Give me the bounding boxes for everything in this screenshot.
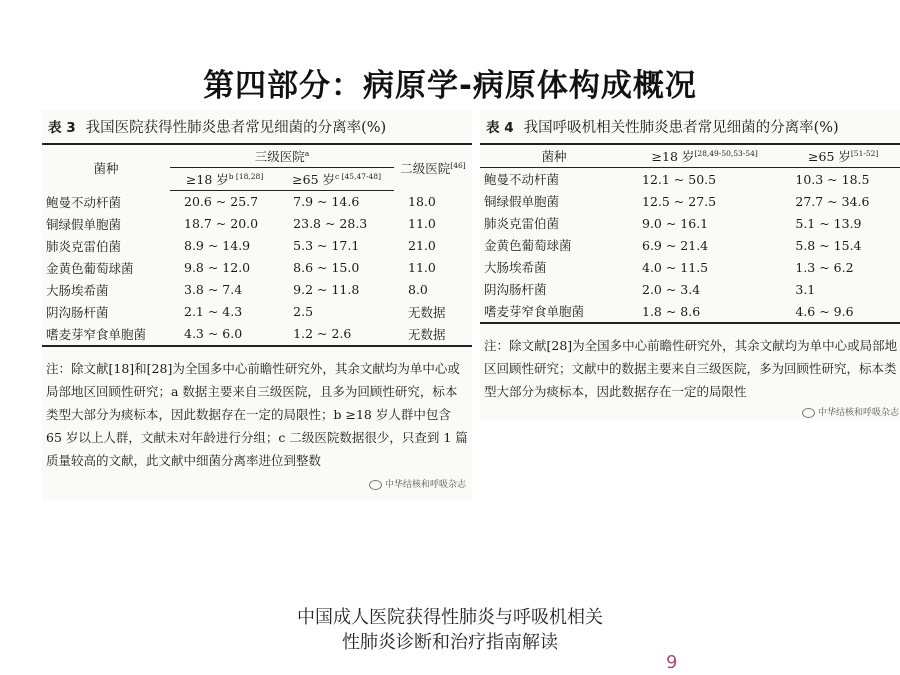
table4 (480, 143, 900, 324)
value-cell: 无数据 (408, 304, 446, 320)
table-row (42, 279, 472, 301)
value-cell: 18.0 (408, 194, 436, 209)
species-cell: 嗜麦芽窄食单胞菌 (42, 323, 170, 346)
table-row (480, 168, 900, 191)
table4-watermark (802, 405, 899, 418)
footer-text: 中国成人医院获得性肺炎与呼吸机相关性肺炎诊断和治疗指南解读 (297, 607, 603, 653)
table3-watermark-text: 中华结核和呼吸杂志 (384, 480, 466, 490)
value-cell: 27.7 ~ 34.6 (795, 193, 870, 209)
table3-header-species: 菌种 (42, 144, 170, 191)
table3-header-secondary (394, 144, 472, 191)
value-cell: 7.9 ~ 14.6 (293, 194, 360, 210)
value-cell: 1.8 ~ 8.6 (628, 300, 781, 323)
value-cell: 8.0 (408, 282, 428, 297)
table3-caption-label: 表 3 (48, 120, 76, 136)
table-row (42, 191, 472, 213)
table4-caption (486, 116, 900, 137)
value-cell: 1.3 ~ 6.2 (795, 259, 854, 275)
table3-header-col1 (170, 168, 279, 191)
table-row (480, 256, 900, 278)
table4-header-col1-label: ≥18 岁 (651, 149, 695, 164)
value-cell: 3.8 ~ 7.4 (184, 282, 243, 297)
table-row (480, 234, 900, 256)
table-row (42, 257, 472, 279)
value-cell: 5.1 ~ 13.9 (795, 215, 862, 231)
table-row (480, 212, 900, 234)
species-cell: 金黄色葡萄球菌 (484, 238, 572, 253)
table4-note: 注：除文献[28]为全国多中心前瞻性研究外，其余文献均为单中心或局部地区回顾性研究；文献中的数据主要来自三级医院，多为回顾性研究，标本类型大部分为痰标本，因此数据存在一定的局限性 (484, 338, 898, 399)
table3-watermark (369, 477, 466, 490)
value-cell: 2.5 (293, 304, 314, 319)
table-row (42, 213, 472, 235)
species-cell: 金黄色葡萄球菌 (46, 260, 134, 276)
value-cell: 5.8 ~ 15.4 (795, 237, 862, 253)
value-cell: 4.6 ~ 9.6 (781, 300, 900, 323)
table3-header-tertiary (170, 144, 394, 168)
table3-header-col1-sup: b [18,28] (228, 171, 264, 181)
table3-header-col2-label: ≥65 岁 (292, 172, 336, 187)
species-cell: 嗜麦芽窄食单胞菌 (480, 300, 628, 323)
value-cell: 6.9 ~ 21.4 (642, 237, 709, 253)
table4-watermark-text: 中华结核和呼吸杂志 (817, 408, 899, 418)
wechat-icon (802, 408, 815, 418)
value-cell: 3.1 (795, 281, 816, 297)
value-cell: 无数据 (394, 323, 472, 346)
species-cell: 肺炎克雷伯菌 (46, 238, 122, 254)
table-row (42, 323, 472, 346)
value-cell: 11.0 (408, 260, 436, 275)
species-cell: 鲍曼不动杆菌 (46, 194, 122, 210)
value-cell: 1.2 ~ 2.6 (279, 323, 394, 346)
species-cell: 鲍曼不动杆菌 (484, 172, 560, 187)
table3-caption (48, 116, 472, 137)
species-cell: 铜绿假单胞菌 (46, 216, 122, 232)
table-row (42, 301, 472, 323)
table3-image (42, 110, 472, 500)
value-cell: 4.0 ~ 11.5 (642, 259, 709, 275)
value-cell: 23.8 ~ 28.3 (293, 216, 368, 231)
value-cell: 18.7 ~ 20.0 (184, 216, 259, 231)
table3-caption-text: 我国医院获得性肺炎患者常见细菌的分离率(%) (85, 120, 387, 136)
value-cell: 9.2 ~ 11.8 (293, 282, 360, 297)
table3-header-tertiary-label: 三级医院 (254, 149, 305, 164)
value-cell: 12.5 ~ 27.5 (642, 193, 717, 209)
table4-caption-label: 表 4 (486, 120, 514, 136)
table-row (42, 235, 472, 257)
value-cell: 12.1 ~ 50.5 (642, 171, 717, 187)
value-cell: 4.3 ~ 6.0 (170, 323, 279, 346)
value-cell: 8.6 ~ 15.0 (293, 260, 360, 275)
species-cell: 铜绿假单胞菌 (484, 194, 560, 209)
slide-title: 第四部分：病原学-病原体构成概况 (203, 68, 697, 104)
table3-header-col1-label: ≥18 岁 (185, 172, 229, 187)
table4-header-species: 菌种 (480, 144, 628, 168)
table4-header-col2-label: ≥65 岁 (808, 149, 851, 164)
table4-header-col1-sup: [28,49-50,53-54] (694, 148, 758, 158)
value-cell: 20.6 ~ 25.7 (184, 194, 259, 210)
wechat-icon (369, 480, 382, 490)
table3-header-secondary-label: 二级医院 (400, 161, 451, 177)
species-cell: 阴沟肠杆菌 (484, 282, 547, 297)
table3-note: 注：除文献[18]和[28]为全国多中心前瞻性研究外，其余文献均为单中心或局部地区回顾性研究；a 数据主要来自三级医院，且多为回顾性研究，标本类型大部分为痰标本，因此数据存在一定的局限性；b ≥18 岁人群中包含 65 岁以上人群，文献未对年龄进行分组；c 二级医院数据很少，只查到 1 篇质量较高的文献，此文献中细菌分离率进位到整数 (46, 360, 468, 468)
value-cell: 5.3 ~ 17.1 (293, 238, 360, 253)
species-cell: 肺炎克雷伯菌 (484, 216, 560, 231)
table4-header-col1 (628, 144, 781, 168)
table3-header-tertiary-sup: a (304, 148, 310, 158)
table3-header-col2 (279, 168, 394, 191)
value-cell: 9.0 ~ 16.1 (642, 215, 709, 231)
table3-header-col2-sup: c [45,47-48] (335, 171, 382, 181)
species-cell: 阴沟肠杆菌 (46, 304, 109, 320)
table4-caption-text: 我国呼吸机相关性肺炎患者常见细菌的分离率(%) (523, 120, 839, 136)
table3-header-secondary-sup: [46] (450, 161, 466, 171)
value-cell: 21.0 (408, 238, 436, 253)
table4-image (480, 110, 900, 420)
table4-header-col2 (781, 144, 900, 168)
table-row (480, 300, 900, 323)
table4-header-col2-sup: [51-52] (850, 148, 879, 158)
species-cell: 大肠埃希菌 (484, 260, 547, 275)
value-cell: 11.0 (408, 216, 436, 231)
page-number: 9 (666, 652, 678, 673)
table-row (480, 190, 900, 212)
table3 (42, 143, 472, 347)
value-cell: 2.1 ~ 4.3 (184, 304, 243, 319)
value-cell: 2.0 ~ 3.4 (642, 281, 701, 297)
value-cell: 8.9 ~ 14.9 (184, 238, 251, 253)
species-cell: 大肠埃希菌 (46, 282, 109, 298)
value-cell: 9.8 ~ 12.0 (184, 260, 251, 275)
value-cell: 10.3 ~ 18.5 (795, 171, 870, 187)
table-row (480, 278, 900, 300)
